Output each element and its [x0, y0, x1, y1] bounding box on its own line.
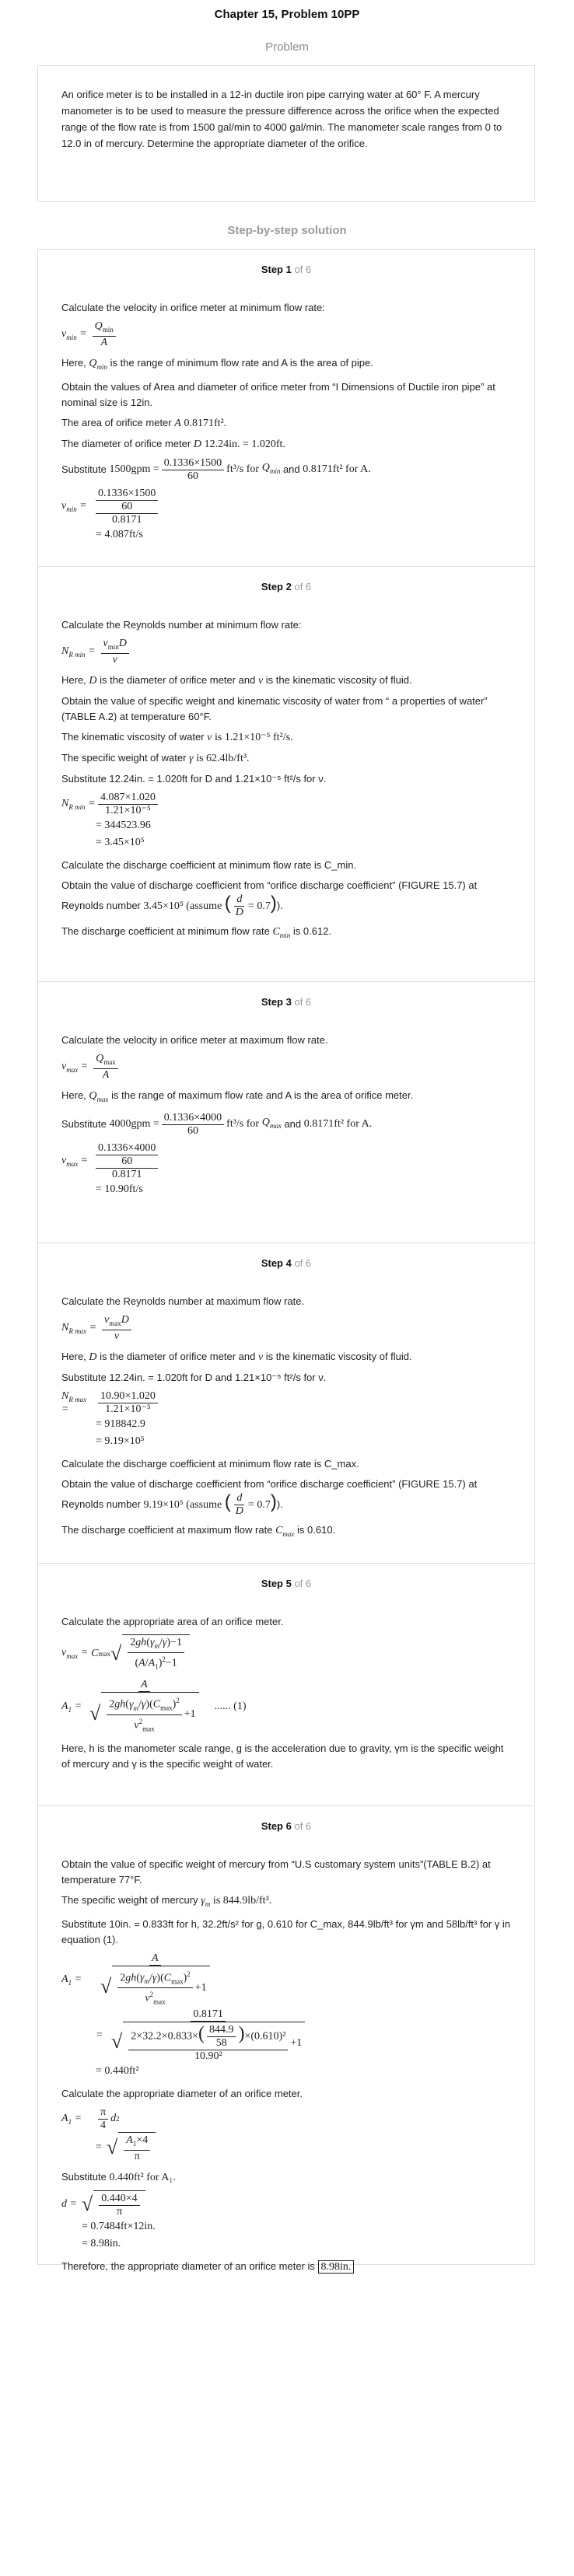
step-4: [37, 1243, 535, 1563]
step-header: Step 2 of 6: [261, 581, 312, 592]
step-text: Obtain the value of specific weight and kinematic viscosity of water from “ a properties of water” (TABLE A.2) at temperature 60°F.: [61, 694, 488, 722]
area-formula: $A_1$ = A √ $\frac{2gh(\gamma_m/\gamma)(C_{max})^2}{v^2_{max}}$ +1 ...... (1): [61, 1679, 511, 1735]
step-3: [37, 981, 535, 1243]
step-text: Substitute 0.440ft² for A₁.: [61, 2170, 176, 2183]
step-text: Substitute 12.24in. = 1.020ft for D and 1.21×10⁻⁵ ft²/s for ν.: [61, 772, 327, 785]
step-text: Calculate the appropriate diameter of an orifice meter.: [61, 2087, 303, 2099]
step-text: Calculate the appropriate area of an orifice meter.: [61, 1616, 284, 1627]
step-text: Here, $Q_{min}$ is the range of minimum flow rate and A is the area of pipe.: [61, 356, 373, 371]
step-header: Step 3 of 6: [261, 996, 312, 1008]
step-text: The area of orifice meter A 0.8171ft².: [61, 416, 227, 429]
velocity-calculation: $v_{max}$ = $\frac{0.1336\times 4000}{60}$ 0.8171 = 10.90ft/s: [61, 1142, 511, 1198]
step-text: Substitute 10in. = 0.833ft for h, 32.2ft/s² for g, 0.610 for C_max, 844.9lb/ft³ for γm and 58lb/ft³ for γ in equation (1).: [61, 1917, 510, 1945]
diameter-formula: $A_1$ = $\frac{\pi}{4}$ d 2 = √ $\frac{A_1\times 4}{\pi}$: [61, 2106, 511, 2163]
page-title: Chapter 15, Problem 10PP: [214, 8, 360, 21]
step-text: Here, D is the diameter of orifice meter and ν is the kinematic viscosity of fluid.: [61, 673, 412, 687]
step-text: Substitute 4000gpm = $\frac{0.1336\times 4000}{60}$ ft³/s for $Q_{max}$ and 0.8171ft² for A.: [61, 1111, 373, 1137]
step-text: Obtain the values of Area and diameter of orifice meter from “I Dimensions of Ductile iron pipe” at nominal size is 12in.: [61, 380, 495, 408]
step-text: Calculate the Reynolds number at minimum flow rate:: [61, 619, 302, 631]
area-calculation: $A_1$ = A √ $\frac{2gh(\gamma_m/\gamma)(C_{max})^2}{v^2_{max}}$ +1 = 0.8171 √ 2×32.2×0.833×( $\frac{844.9}{58}$ )×(0.610)² 10.90² +1 = 0.440ft²: [61, 1952, 511, 2080]
velocity-formula: $v_{max}$ = $\frac{Q_{max}}{A}$: [61, 1053, 511, 1082]
step-5: [37, 1563, 535, 1805]
step-text: Here, D is the diameter of orifice meter and ν is the kinematic viscosity of fluid.: [61, 1350, 412, 1363]
reynolds-formula: $N_{R max}$ = $\frac{v_{max}D}{\nu}$: [61, 1314, 511, 1343]
step-text: Calculate the velocity in orifice meter at minimum flow rate:: [61, 302, 325, 313]
step-2: [37, 566, 535, 981]
step-text: Calculate the discharge coefficient at minimum flow rate is C_min.: [61, 858, 357, 871]
velocity-formula: $v_{min}$ = $\frac{Q_{min}}{A}$: [61, 320, 511, 349]
final-answer: Therefore, the appropriate diameter of an orifice meter is 8.98in.: [61, 2259, 511, 2275]
step-text: The specific weight of water γ is 62.4lb/ft³.: [61, 751, 250, 764]
step-text: Substitute 12.24in. = 1.020ft for D and 1.21×10⁻⁵ ft²/s for ν.: [61, 1371, 327, 1383]
reynolds-calculation: $N_{R max}$ = $\frac{10.90\times 1.020}{\text{1.21×10⁻⁵}}$ = 918842.9 = 9.19×10⁵: [61, 1390, 511, 1450]
step-text: Substitute 1500gpm = $\frac{0.1336\times 1500}{60}$ ft³/s for $Q_{min}$ and 0.8171ft² for A.: [61, 456, 371, 482]
step-1: [37, 249, 535, 566]
reynolds-calculation: $N_{R min}$ = $\frac{4.087\times 1.020}{\text{1.21×10⁻⁵}}$ = 344523.96 = 3.45×10⁵: [61, 792, 511, 851]
step-text: Calculate the Reynolds number at maximum flow rate.: [61, 1295, 305, 1307]
step-text: The discharge coefficient at minimum flow rate $C_{min}$ is 0.612.: [61, 924, 332, 939]
problem-text: An orifice meter is to be installed in a 12-in ductile iron pipe carrying water at 60° F. A mercury manometer is to be used to measure the pressure difference across the orifice when the expected range of the flow rate is from 1500 gal/min to 4000 gal/min. The manometer scale ranges from 0 to 12.0 in of mercury. Determine the appropriate diameter of the orifice.: [61, 89, 502, 149]
answer-box: 8.98in.: [318, 2260, 355, 2274]
step-text: Obtain the value of specific weight of mercury from “U.S customary system units”(TABLE B.2) at temperature 77°F.: [61, 1858, 491, 1886]
velocity-calculation: $v_{min}$ = $\frac{0.1336\times 1500}{60}$ 0.8171 = 4.087ft/s: [61, 488, 511, 544]
diameter-calculation: d = √ $\frac{0.440\times 4}{\pi}$ = 0.7484ft×12in. = 8.98in.: [61, 2190, 511, 2253]
step-text: Obtain the value of discharge coefficient from “orifice discharge coefficient” (FIGURE 15.7) at Reynolds number 9.19×10⁵ (assume ( $\frac{d}{D}$ = 0.7)).: [61, 1477, 478, 1517]
problem-statement: [37, 65, 535, 202]
step-header: Step 4 of 6: [261, 1257, 312, 1269]
step-6: [37, 1805, 535, 2273]
step-text: Obtain the value of discharge coefficient from “orifice discharge coefficient” (FIGURE 15.7) at Reynolds number 3.45×10⁵ (assume ( $\frac{d}{D}$ = 0.7)).: [61, 879, 478, 918]
step-text: Here, $Q_{max}$ is the range of maximum flow rate and A is the area of orifice meter.: [61, 1089, 414, 1103]
step-text: The discharge coefficient at maximum flow rate $C_{max}$ is 0.610.: [61, 1523, 336, 1538]
step-text: The kinematic viscosity of water ν is 1.21×10⁻⁵ ft²/s.: [61, 730, 293, 743]
reynolds-formula: $N_{R min}$ = $\frac{v_{min}D}{\nu}$: [61, 638, 511, 666]
step-header: Step 6 of 6: [261, 1820, 312, 1832]
step-text: The diameter of orifice meter D 12.24in. = 1.020ft.: [61, 437, 285, 450]
problem-heading: Problem: [265, 40, 309, 54]
step-text: The specific weight of mercury $\gamma_m$ is 844.9lb/ft³.: [61, 1894, 272, 1908]
vmax-formula: $v_{max}$ = C max √ $\frac{2gh(\gamma_m/\gamma)-1}{(A/A_1)^2-1}$: [61, 1634, 511, 1672]
step-header: Step 5 of 6: [261, 1578, 312, 1589]
solution-heading: Step-by-step solution: [227, 224, 347, 237]
step-header: Step 1 of 6: [261, 264, 312, 275]
step-text: Here, h is the manometer scale range, g is the acceleration due to gravity, γm is the specific weight of mercury and γ is the specific weight of water.: [61, 1742, 504, 1770]
step-text: Calculate the velocity in orifice meter at maximum flow rate.: [61, 1034, 328, 1046]
step-text: Calculate the discharge coefficient at minimum flow rate is C_max.: [61, 1457, 359, 1470]
